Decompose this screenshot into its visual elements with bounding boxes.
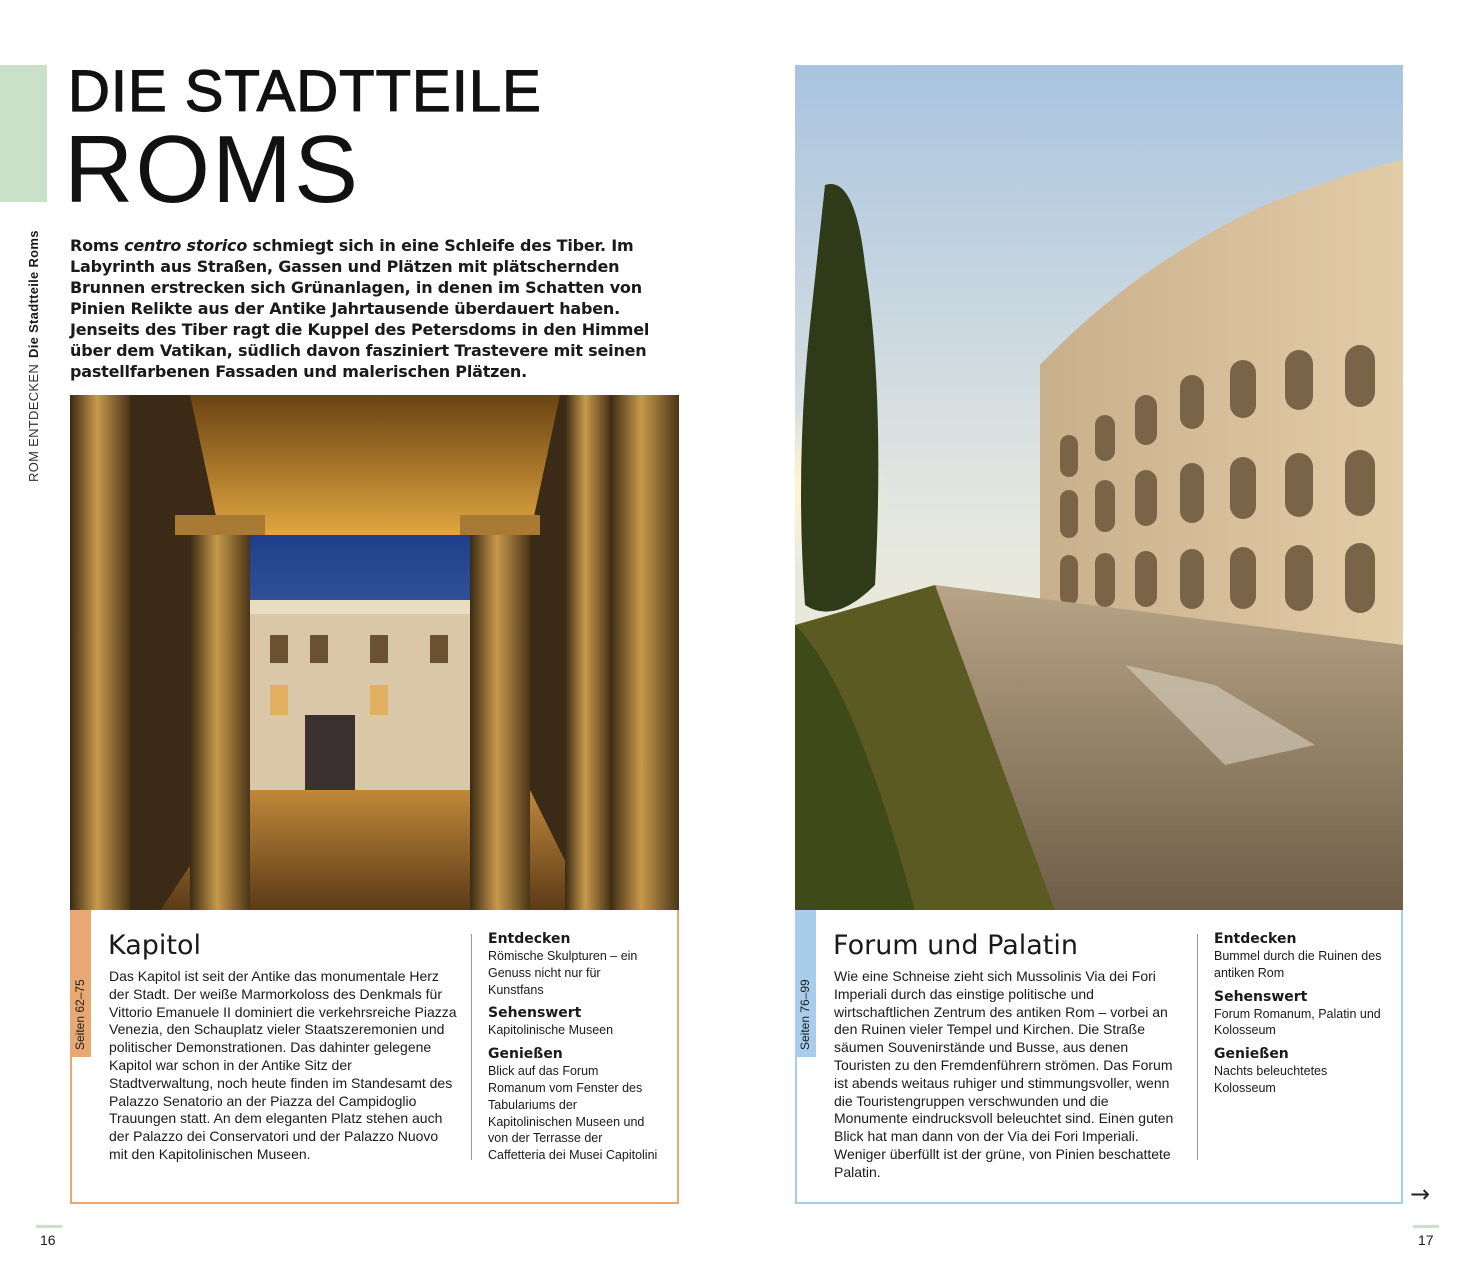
page-range: Seiten 62–75 (73, 979, 87, 1050)
highlight-heading: Entdecken (1214, 931, 1297, 947)
forum-card (795, 910, 1403, 1204)
highlights-column (488, 930, 658, 1170)
highlight-text: Römische Skulpturen – ein Genuss nicht nur für Kunstfans (488, 949, 638, 997)
district-heading: Forum und Palatin (833, 930, 1078, 961)
page-number-right: 17 (1418, 1232, 1434, 1248)
district-text: Das Kapitol ist seit der Antike das monumentale Herz der Stadt. Der weiße Marmorkoloss des Denkmals für Vittorio Emanuele II dominiert die verkehrsreiche Piazza Venezia, den Schauplatz vieler Staatszeremonien und politischer Demonstrationen. Das dahinter gelegene Kapitol war schon in der Antike Sitz der Stadtverwaltung, noch heute finden im Standesamt des Palazzo Senatorio an der Piazza del Campidoglio Trauungen statt. An dem eleganten Platz stehen auch der Palazzo dei Conservatori und der Palazzo Nuovo mit den Kapitolinischen Museen. (109, 968, 457, 1162)
colosseum-photo (795, 65, 1403, 911)
intro-italic: centro storico (124, 236, 248, 255)
running-header (26, 230, 42, 482)
page-title-line1: DIE STADTTEILE (68, 59, 542, 124)
intro-part2: schmiegt sich in eine Schleife des Tiber. Im Labyrinth aus Straßen, Gassen und Plätzen mit plätschernden Brunnen erstrecken sich Grünanlagen, in denen im Schatten von Pinien Relikte aus der Antike Jahrtausende überdauert haben. Jenseits des Tiber ragt die Kuppel des Petersdoms in den Himmel über dem Vatikan, südlich davon fasziniert Trastevere mit seinen pastellfarbenen Fassaden und malerischen Plätzen. (70, 236, 650, 381)
highlight-text: Nachts beleuchtetes Kolosseum (1214, 1064, 1328, 1095)
kapitol-card (70, 910, 679, 1204)
section-title: Die Stadtteile Roms (26, 230, 41, 358)
highlight-heading: Genießen (1214, 1046, 1289, 1063)
intro-paragraph (70, 235, 670, 382)
section-color-tab (0, 65, 47, 202)
page-number-bar (1413, 1225, 1439, 1228)
highlight-text: Forum Romanum, Palatin und Kolosseum (1214, 1006, 1381, 1038)
district-text: Wie eine Schneise zieht sich Mussolinis Via dei Fori Imperiali durch das einstige politische und wirtschaftlichen Zentrum des antiken Rom – vorbei an den Ruinen vieler Tempel und Kirchen. Die Straße säumen Souvenirstände und Busse, aus denen Touristen zu den Fremdenführern strömen. Das Forum ist abends weitaus ruhiger und stimmungsvoller, wenn die Touristengruppen verschwunden und die Monumente eindrucksvoll beleuchtet sind. Einen guten Blick hat man dann von der Via dei Fori Imperiali. Weniger überfüllt ist der grüne, von Pinien beschattete Palatin. (834, 968, 1174, 1180)
highlight-heading: Sehenswert (488, 1005, 582, 1022)
page-title-line2: ROMS (64, 116, 360, 223)
column-divider (1197, 934, 1198, 1160)
intro-part1: Roms (70, 236, 125, 255)
highlight-heading: Entdecken (488, 931, 571, 947)
district-heading: Kapitol (108, 930, 202, 961)
column-divider (471, 934, 472, 1160)
highlight-text: Bummel durch die Ruinen des antiken Rom (1214, 949, 1382, 980)
next-page-arrow-icon[interactable]: → (1410, 1180, 1431, 1208)
kapitol-photo (70, 395, 679, 911)
page-number-bar (36, 1225, 62, 1228)
page-range-tab (70, 910, 91, 1057)
highlight-heading: Sehenswert (1214, 988, 1308, 1005)
highlight-text: Blick auf das Forum Romanum vom Fenster des Tabulariums der Kapitolinischen Museen und von der Terrasse der Caffetteria dei Musei Capitolini (488, 1064, 658, 1163)
section-label: ROM ENTDECKEN (26, 363, 41, 482)
page-range: Seiten 76–99 (798, 979, 812, 1050)
highlight-heading: Genießen (488, 1046, 563, 1063)
page-number-left: 16 (40, 1232, 56, 1248)
page-range-tab (795, 910, 816, 1057)
highlight-text: Kapitolinische Museen (488, 1023, 614, 1038)
highlights-column (1214, 930, 1384, 1103)
